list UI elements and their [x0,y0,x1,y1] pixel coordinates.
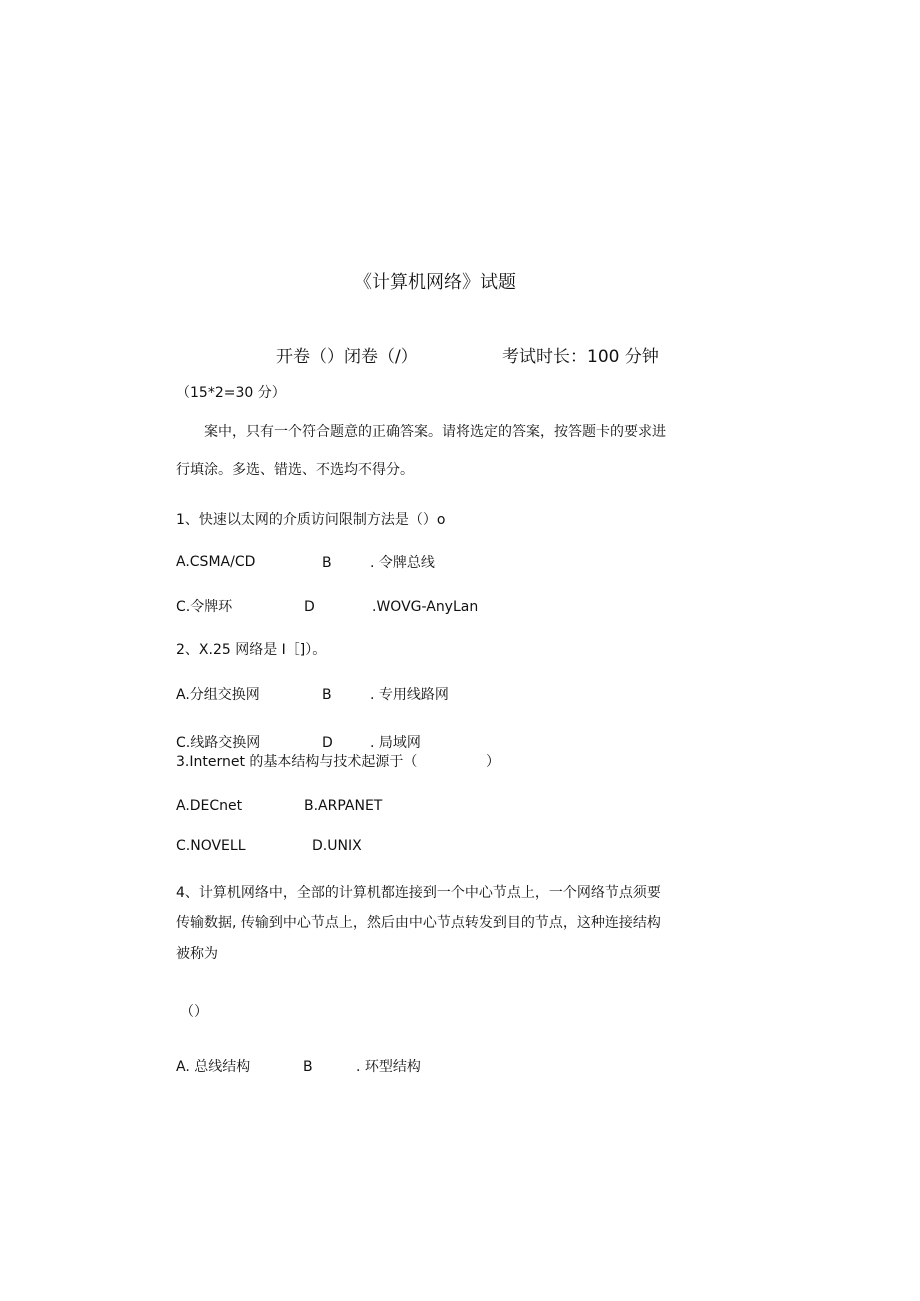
question-2-option-d-letter: D [322,735,333,751]
question-4-option-a: A. 总线结构 [176,1059,251,1075]
question-1-option-b-letter: B [322,555,332,571]
question-3-option-b: B.ARPANET [304,798,383,814]
question-3-option-a: A.DECnet [176,798,243,814]
question-3-option-c: C.NOVELL [176,838,246,854]
question-3-option-d: D.UNIX [312,838,362,854]
page-title: 《计算机网络》试题 [354,272,516,293]
question-2-stem: 2、X.25 网络是 I［]）。 [176,642,327,658]
section-score: （15*2=30 分） [176,385,286,401]
question-4-answer-blank: （） [180,1004,208,1020]
exam-mode: 开卷（）闭卷（/） [276,347,418,367]
question-1-option-d-letter: D [304,599,315,615]
exam-duration: 考试时长：100 分钟 [502,347,659,367]
question-4-stem-line-2: 传输数据, 传输到中心节点上，然后由中心节点转发到目的节点，这种连接结构 [176,915,661,931]
question-2-option-b-text: . 专用线路网 [370,687,449,703]
question-4-stem-line-1: 4、计算机网络中，全部的计算机都连接到一个中心节点上，一个网络节点须要 [176,885,661,901]
question-1-option-a: A.CSMA/CD [176,554,256,570]
instruction-line-2: 行填涂。多选、错选、不选均不得分。 [176,462,414,478]
question-4-option-b-text: . 环型结构 [356,1059,421,1075]
question-2-option-b-letter: B [322,687,332,703]
question-3-stem-close: ） [486,754,500,770]
question-1-option-b-text: . 令牌总线 [370,555,435,571]
question-4-option-b-letter: B [303,1059,313,1075]
question-1-option-d-text: .WOVG-AnyLan [372,599,479,615]
question-2-option-d-text: . 局域网 [370,735,421,751]
question-4-stem-line-3: 被称为 [176,946,218,962]
instruction-line-1: 案中，只有一个符合题意的正确答案。请将选定的答案，按答题卡的要求进 [204,424,666,440]
question-1-stem: 1、快速以太网的介质访问限制方法是（）o [176,512,446,528]
question-1-option-c: C.令牌环 [176,599,233,615]
question-2-option-a: A.分组交换网 [176,687,260,703]
question-3-stem: 3.Internet 的基本结构与技术起源于（ [176,754,418,770]
question-2-option-c: C.线路交换网 [176,735,261,751]
